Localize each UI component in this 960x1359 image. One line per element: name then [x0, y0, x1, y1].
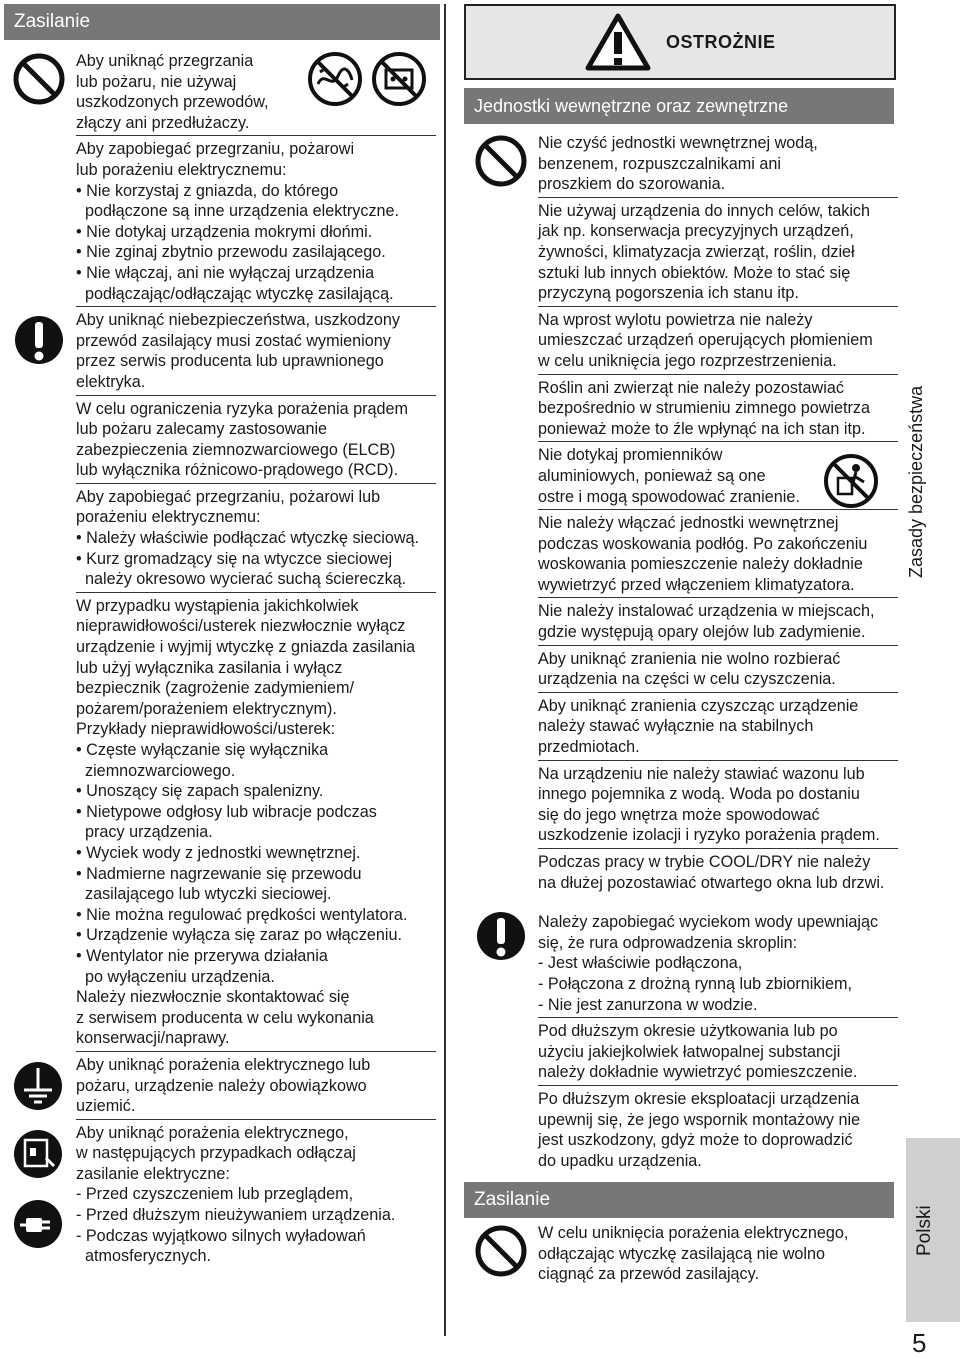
text-line: Aby zapobiegać przegrzaniu, pożarowi lub	[76, 487, 381, 506]
text-line: Na urządzeniu nie należy stawiać wazonu lub	[538, 764, 865, 783]
text-line: bezpiecznik (zagrożenie zadymieniem/	[76, 679, 355, 698]
safety-item	[538, 1220, 898, 1287]
text-line: - Przed czyszczeniem lub przeglądem,	[76, 1185, 354, 1204]
prohibition-icon	[12, 52, 66, 106]
section-title-power: Zasilanie	[4, 4, 440, 40]
text-line: uszkodzenie izolacji i ryzyko porażenia prądem.	[538, 826, 880, 845]
safety-item	[538, 646, 898, 693]
text-line: pożarem/porażeniem elektrycznym).	[76, 699, 337, 718]
text-line: • Nie zginaj zbytnio przewodu zasilającego.	[76, 243, 386, 262]
text-line: Nie dotykaj promienników	[538, 446, 723, 465]
text-line: Aby uniknąć przegrzania	[76, 52, 254, 70]
text-line: podłączając/odłączając wtyczkę zasilającą.	[76, 284, 394, 303]
text-line: pracy urządzenia.	[76, 823, 213, 842]
safety-item	[538, 130, 898, 198]
text-line: Podczas pracy w trybie COOL/DRY nie należy	[538, 853, 871, 871]
text-line: elektryka.	[76, 372, 146, 391]
text-line: • Nie dotykaj urządzenia mokrymi dłońmi.	[76, 222, 373, 241]
text-line: konserwacji/naprawy.	[76, 1029, 230, 1048]
safety-item	[76, 136, 436, 307]
text-line: - Przed dłuższym nieużywaniem urządzenia.	[76, 1206, 396, 1225]
language-label: Polski	[914, 1205, 935, 1256]
text-line: - Jest właściwie podłączona,	[538, 954, 743, 973]
extension-cord-prohibited-icon	[370, 50, 428, 108]
text-line: Roślin ani zwierząt nie należy pozostawiać	[538, 378, 844, 397]
column-separator	[444, 4, 446, 1336]
text-line: po wyłączeniu urządzenia.	[76, 967, 275, 986]
text-line: uszkodzonych przewodów,	[76, 93, 269, 112]
caution-label: OSTROŻNIE	[666, 32, 776, 52]
text-line: - Nie jest zanurzona w wodzie.	[538, 995, 758, 1014]
text-line: Przykłady nieprawidłowości/usterek:	[76, 720, 336, 739]
text-line: woskowania pomieszczenie należy dokładnie	[538, 555, 863, 574]
text-line: W celu uniknięcia porażenia elektrycznego,	[538, 1224, 849, 1242]
left-column	[0, 0, 440, 1269]
text-line: należy dokładnie wywietrzyć pomieszczenie.	[538, 1063, 858, 1082]
do-not-touch-fins-icon	[822, 452, 880, 510]
text-line: W przypadku wystąpienia jakichkolwiek	[76, 596, 359, 615]
text-line: urządzenie i wyjmij wtyczkę z gniazda zasilania	[76, 638, 416, 657]
text-line: przyczyną pogorszenia ich stanu itp.	[538, 284, 799, 303]
page-number: 5	[912, 1328, 927, 1358]
safety-item	[538, 510, 898, 598]
side-label-safety: Zasady bezpieczeństwa	[906, 385, 926, 578]
text-line: ostre i mogą spowodować zranienie.	[538, 487, 800, 506]
text-line: gdzie występują opary olejów lub zadymienie.	[538, 623, 866, 642]
text-line: podczas woskowania podłóg. Po zakończeniu	[538, 534, 868, 553]
text-line: jest uszkodzony, gdyż może to doprowadzić	[538, 1131, 853, 1150]
mandatory-action-icon	[14, 310, 64, 370]
damaged-cable-prohibited-icon	[306, 50, 364, 108]
text-line: nieprawidłowości/usterek niezwłocznie wyłącz	[76, 617, 406, 636]
safety-item	[76, 593, 436, 1052]
text-line: • Unoszący się zapach spalenizny.	[76, 782, 324, 801]
text-line: umieszczać urządzeń operujących płomieniem	[538, 331, 873, 350]
safety-item	[538, 1018, 898, 1086]
prohibition-icon-power	[474, 1224, 528, 1278]
safety-item	[538, 761, 898, 849]
section-title-units: Jednostki wewnętrzne oraz zewnętrzne	[464, 88, 894, 124]
text-line: sztuki lub innych obiektów. Może to stać się	[538, 263, 851, 282]
text-line: bezpośrednio w strumieniu zimnego powietrza	[538, 399, 871, 418]
text-line: ziemnozwarciowego.	[76, 761, 236, 780]
unplug-socket-icon	[12, 1128, 64, 1180]
safety-item	[76, 307, 436, 395]
safety-item	[538, 307, 898, 375]
text-line: atmosferycznych.	[76, 1247, 211, 1266]
text-line: upewnij się, że jego wspornik montażowy nie	[538, 1110, 861, 1129]
text-line: Aby zapobiegać przegrzaniu, pożarowi	[76, 140, 355, 159]
right-items-2	[538, 1220, 898, 1287]
text-line: W celu ograniczenia ryzyka porażenia prądem	[76, 399, 409, 418]
text-line: żywności, klimatyzacja zwierząt, roślin, dzieł	[538, 242, 855, 261]
text-line: jak np. konserwacja precyzyjnych urządzeń,	[538, 222, 854, 241]
language-tab	[906, 1138, 960, 1322]
text-line: innego pojemnika z wodą. Woda po dostaniu	[538, 785, 860, 804]
prohibition-icon-right	[474, 134, 528, 188]
text-line: odłączając wtyczkę zasilającą nie wolno	[538, 1244, 826, 1263]
text-line: Po dłuższym okresie eksploatacji urządzenia	[538, 1089, 860, 1108]
text-line: • Wentylator nie przerywa działania	[76, 946, 328, 965]
text-line: wywietrzyć przed włączeniem klimatyzatora.	[538, 575, 855, 594]
text-line: zasilanie elektryczne:	[76, 1164, 230, 1183]
text-line: lub pożaru, nie używaj	[76, 72, 237, 91]
safety-item	[538, 375, 898, 443]
safety-item	[538, 598, 898, 645]
text-line: zabezpieczenia ziemnozwarciowego (ELCB)	[76, 440, 396, 459]
text-line: benzenem, rozpuszczalnikami ani	[538, 154, 781, 173]
text-line: przewód zasilający musi zostać wymieniony	[76, 331, 391, 350]
text-line: podłączone są inne urządzenia elektryczne.	[76, 202, 400, 221]
text-line: • Urządzenie wyłącza się zaraz po włączeniu.	[76, 926, 402, 945]
right-items	[538, 130, 898, 1173]
text-line: przez serwis producenta lub uprawnionego	[76, 352, 384, 371]
text-line: Pod dłuższym okresie użytkowania lub po	[538, 1022, 838, 1041]
text-line: na dłużej pozostawiać otwartego okna lub drzwi.	[538, 873, 885, 892]
text-line: porażeniu elektrycznemu:	[76, 508, 261, 527]
text-line: • Nie można regulować prędkości wentylatora.	[76, 905, 408, 924]
text-line: • Wyciek wody z jednostki wewnętrznej.	[76, 843, 361, 862]
text-line: • Nie korzystaj z gniazda, do którego	[76, 181, 339, 200]
text-line: Aby uniknąć zranienia czyszcząc urządzenie	[538, 696, 859, 715]
text-line: Nie czyść jednostki wewnętrznej wodą,	[538, 134, 818, 152]
text-line: należy stawać wyłącznie na stabilnych	[538, 717, 814, 736]
text-line: • Częste wyłączanie się wyłącznika	[76, 741, 329, 759]
text-line: • Nadmierne nagrzewanie się przewodu	[76, 864, 362, 883]
text-line: • Nie włączaj, ani nie wyłączaj urządzenia	[76, 263, 375, 282]
text-line: do upadku urządzenia.	[538, 1151, 702, 1170]
text-line: z serwisem producenta w celu wykonania	[76, 1008, 374, 1027]
text-line: ciągnąć za przewód zasilający.	[538, 1265, 760, 1284]
text-line: Aby uniknąć porażenia elektrycznego lub	[76, 1055, 371, 1074]
safety-item	[538, 1086, 898, 1173]
warning-triangle-icon	[584, 12, 652, 72]
text-line: lub użyj wyłącznika zasilania i wyłącz	[76, 658, 343, 677]
text-line: należy okresowo wycierać suchą ściereczką.	[76, 570, 407, 589]
text-line: Nie używaj urządzenia do innych celów, takich	[538, 201, 871, 220]
text-line: Nie należy instalować urządzenia w miejscach,	[538, 602, 875, 621]
safety-item	[76, 1052, 436, 1120]
safety-item	[538, 849, 898, 895]
text-line: lub porażeniu elektrycznemu:	[76, 160, 287, 179]
text-line: Aby uniknąć porażenia elektrycznego,	[76, 1123, 349, 1142]
text-line: uziemić.	[76, 1097, 136, 1116]
safety-item	[538, 693, 898, 761]
text-line: • Nietypowe odgłosy lub wibracje podczas	[76, 802, 377, 821]
left-items	[76, 48, 436, 1269]
text-line: Aby uniknąć niebezpieczeństwa, uszkodzony	[76, 311, 400, 330]
text-line: Nie należy włączać jednostki wewnętrznej	[538, 514, 839, 533]
text-line: użyciu jakiejkolwiek łatwopalnej substancji	[538, 1042, 841, 1061]
text-line: złączy ani przedłużaczy.	[76, 113, 250, 132]
text-line: - Połączona z drożną rynną lub zbiornikiem,	[538, 974, 853, 993]
safety-item	[76, 1120, 436, 1269]
text-line: Należy niezwłocznie skontaktować się	[76, 988, 350, 1007]
text-line: aluminiowych, ponieważ są one	[538, 466, 766, 485]
text-line: Należy zapobiegać wyciekom wody upewniając	[538, 913, 879, 932]
text-line: proszkiem do szorowania.	[538, 175, 726, 194]
safety-item	[538, 198, 898, 307]
text-line: zasilającego lub wtyczki sieciowej.	[76, 885, 332, 904]
text-line: • Należy właściwie podłączać wtyczkę sieciową.	[76, 529, 420, 548]
text-line: się, że rura odprowadzenia skroplin:	[538, 933, 798, 952]
text-line: Na wprost wylotu powietrza nie należy	[538, 310, 813, 329]
section-title-power-2: Zasilanie	[464, 1182, 894, 1218]
text-line: pożaru, urządzenie należy obowiązkowo	[76, 1076, 367, 1095]
unplug-plug-icon	[12, 1198, 64, 1250]
text-line: lub wyłącznika różnicowo-prądowego (RCD).	[76, 461, 399, 480]
text-line: w następujących przypadkach odłączaj	[76, 1144, 356, 1163]
text-line: ponieważ może to źle wpłynąć na ich stan itp.	[538, 419, 866, 438]
ground-earthing-icon	[12, 1060, 64, 1112]
text-line: Aby uniknąć zranienia nie wolno rozbierać	[538, 649, 841, 668]
text-line: się do jego wnętrza może spowodować	[538, 805, 820, 824]
text-line: • Kurz gromadzący się na wtyczce sieciowej	[76, 549, 393, 568]
safety-item	[538, 909, 898, 1018]
text-line: przedmiotach.	[538, 738, 640, 757]
text-line: lub pożaru zalecamy zastosowanie	[76, 420, 328, 439]
safety-item	[76, 484, 436, 593]
mandatory-action-icon-right	[476, 906, 526, 966]
text-line: urządzenia na części w celu czyszczenia.	[538, 670, 836, 689]
caution-box	[464, 4, 896, 80]
text-line: w celu uniknięcia jego rozprzestrzenienia.	[538, 351, 837, 370]
text-line: - Podczas wyjątkowo silnych wyładowań	[76, 1226, 366, 1245]
safety-item	[76, 396, 436, 484]
